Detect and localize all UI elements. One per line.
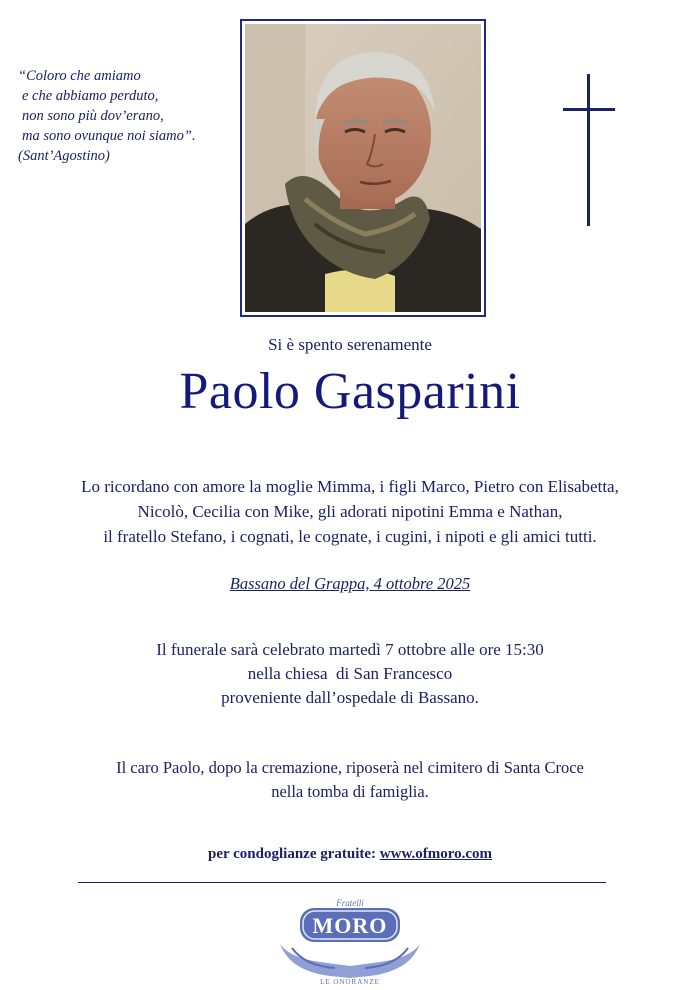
place-date-text: Bassano del Grappa, 4 ottobre 2025 bbox=[229, 574, 471, 593]
burial-line: Il caro Paolo, dopo la cremazione, riposerà nel cimitero di Santa Croce bbox=[116, 758, 584, 777]
quote-line: “Coloro che amiamo bbox=[18, 68, 141, 84]
burial-line: nella tomba di famiglia. bbox=[271, 782, 429, 801]
place-date bbox=[0, 574, 700, 594]
funeral-info bbox=[0, 638, 700, 710]
epigraph-quote bbox=[18, 66, 248, 166]
funeral-line: nella chiesa di San Francesco bbox=[247, 664, 453, 683]
condolences-line bbox=[0, 846, 700, 863]
deceased-name: Paolo Gasparini bbox=[179, 363, 521, 420]
portrait-frame bbox=[240, 19, 486, 317]
burial-info bbox=[0, 756, 700, 804]
quote-line: ma sono ovunque noi siamo”. bbox=[22, 128, 196, 144]
condolences-label: per condoglianze gratuite: bbox=[208, 846, 377, 862]
portrait-photo bbox=[245, 24, 481, 312]
logo-main: MORO bbox=[312, 913, 388, 938]
remembrance-line: il fratello Stefano, i cognati, le cognate, i cugini, i nipoti e gli amici tutti. bbox=[103, 527, 597, 546]
condolences-link[interactable]: www.ofmoro.com bbox=[379, 846, 492, 862]
cross-icon bbox=[563, 74, 615, 226]
fratelli-moro-logo bbox=[270, 896, 430, 986]
intro-line: Si è spento serenamente bbox=[268, 335, 432, 354]
quote-attribution: (Sant’Agostino) bbox=[18, 148, 110, 164]
remembrance-text bbox=[0, 474, 700, 549]
logo-bottom: LE ONORANZE bbox=[320, 978, 380, 986]
quote-line: non sono più dov’erano, bbox=[22, 108, 164, 124]
remembrance-line: Lo ricordano con amore la moglie Mimma, i figli Marco, Pietro con Elisabetta, bbox=[81, 477, 619, 496]
remembrance-line: Nicolò, Cecilia con Mike, gli adorati nipotini Emma e Nathan, bbox=[137, 502, 563, 521]
funeral-line: proveniente dall’ospedale di Bassano. bbox=[221, 688, 479, 707]
logo-small-top: Fratelli bbox=[336, 898, 364, 908]
funeral-line: Il funerale sarà celebrato martedì 7 ottobre alle ore 15:30 bbox=[156, 640, 544, 659]
quote-line: e che abbiamo perduto, bbox=[22, 88, 159, 104]
divider-line bbox=[78, 882, 606, 883]
